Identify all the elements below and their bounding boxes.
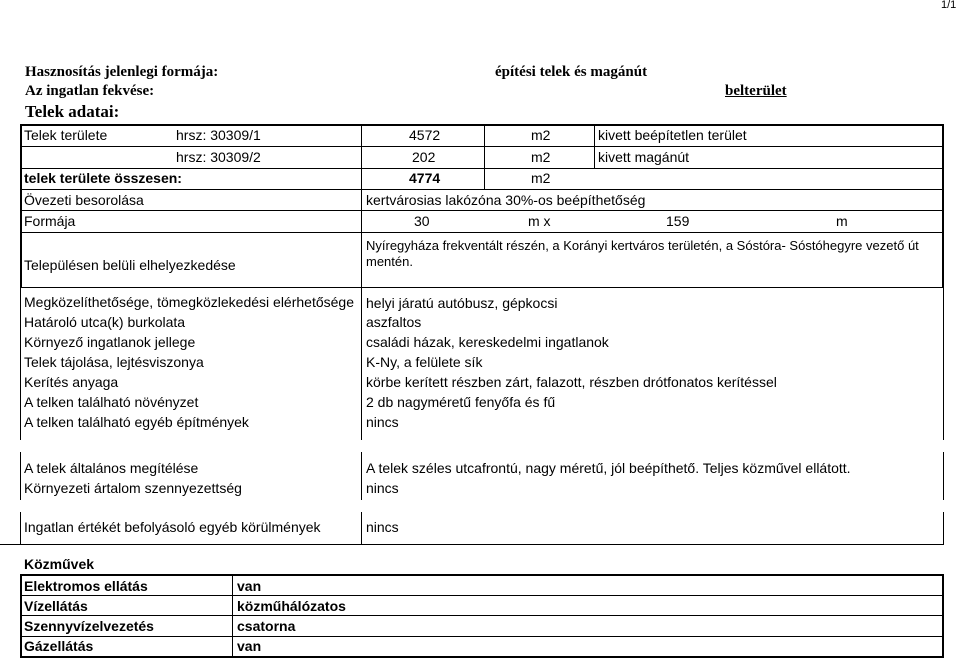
structures-value: nincs	[366, 414, 399, 430]
type-2: kivett magánút	[598, 149, 690, 165]
other-factors-label: Ingatlan értékét befolyásoló egyéb körülmények	[24, 519, 321, 535]
zoning-value: kertvárosias lakózóna 30%-os beépíthetőség	[366, 192, 646, 208]
utilities-hline	[20, 636, 944, 637]
total-area-value: 4774	[409, 170, 441, 186]
zoning-label: Övezeti besorolása	[24, 192, 144, 208]
access-label: Megközelíthetősége, tömegközlekedési elérhetősége	[24, 294, 354, 310]
table-border-bottom	[20, 287, 944, 288]
sewage-label: Szennyvízelvezetés	[24, 618, 154, 634]
other-factors-value: nincs	[366, 519, 399, 535]
shape-width: 30	[414, 213, 430, 229]
orientation-value: K-Ny, a felülete sík	[366, 354, 483, 370]
fence-label: Kerítés anyaga	[24, 374, 119, 390]
location-desc-value: Nyíregyháza frekventált részén, a Korányi kertváros területén, a Sóstóra- Sóstóhegyre vezető út mentén.	[366, 238, 919, 270]
surroundings-label: Környező ingatlanok jellege	[24, 334, 196, 350]
shape-label: Formája	[24, 213, 76, 229]
table-border-top	[20, 124, 944, 126]
gas-label: Gázellátás	[24, 638, 94, 654]
table-border-right	[942, 124, 944, 288]
table-border-left	[20, 124, 22, 288]
vegetation-label: A telken található növényzet	[24, 394, 199, 410]
surroundings-value: családi házak, kereskedelmi ingatlanok	[366, 334, 609, 350]
details-border-right	[943, 287, 944, 440]
electricity-value: van	[237, 578, 262, 594]
street-surface-value: aszfaltos	[366, 314, 422, 330]
location-label: Az ingatlan fekvése:	[25, 83, 155, 99]
street-surface-label: Határoló utca(k) burkolata	[24, 314, 186, 330]
utilities-title: Közművek	[24, 556, 95, 572]
shape-mid: m x	[528, 213, 551, 229]
shape-unit: m	[836, 213, 848, 229]
total-area-unit: m2	[531, 170, 551, 186]
other-border-right	[943, 512, 944, 545]
usage-value: építési telek és magánút	[495, 64, 648, 80]
table-hline	[20, 232, 944, 233]
pollution-value: nincs	[366, 480, 399, 496]
utilities-border-left	[20, 574, 22, 658]
orientation-label: Telek tájolása, lejtésviszonya	[24, 354, 204, 370]
access-value: helyi járatú autóbusz, gépkocsi	[366, 295, 558, 311]
usage-label: Hasznosítás jelenlegi formája:	[25, 64, 219, 80]
total-area-label: telek területe összesen:	[24, 170, 182, 186]
utilities-border-bottom	[20, 656, 944, 658]
details-border-left	[20, 287, 21, 440]
area-2: 202	[412, 149, 436, 165]
table-hline	[20, 189, 944, 190]
table-vline	[484, 124, 485, 190]
table-vline	[361, 124, 362, 288]
water-label: Vízellátás	[24, 598, 88, 614]
sewage-value: csatorna	[237, 618, 296, 634]
general-assessment-label: A telek általános megítélése	[24, 460, 199, 476]
assessment-vline	[361, 452, 362, 500]
utilities-vline	[232, 574, 233, 658]
fence-value: körbe kerített részben zárt, falazott, részben drótfonatos kerítéssel	[366, 374, 777, 390]
utilities-hline	[20, 615, 944, 616]
plot-area-label: Telek területe	[24, 127, 108, 143]
utilities-hline	[20, 595, 944, 596]
gas-value: van	[237, 638, 262, 654]
unit-1: m2	[531, 127, 551, 143]
table-hline	[20, 146, 944, 147]
section-title: Telek adatai:	[25, 102, 120, 121]
electricity-label: Elektromos ellátás	[24, 578, 148, 594]
hrsz-1: hrsz: 30309/1	[176, 127, 261, 143]
location-desc-label: Településen belüli elhelyezkedése	[24, 257, 236, 273]
pollution-label: Környezeti ártalom szennyezettség	[24, 480, 242, 496]
type-1: kivett beépítetlen terület	[598, 127, 747, 143]
location-value: belterület	[725, 83, 787, 99]
general-assessment-value: A telek széles utcafrontú, nagy méretű, jól beépíthető. Teljes közművel ellátott.	[366, 460, 851, 476]
utilities-border-right	[942, 574, 944, 658]
table-hline	[20, 168, 944, 169]
details-vline	[361, 287, 362, 440]
area-1: 4572	[409, 127, 441, 143]
table-vline	[594, 124, 595, 168]
unit-2: m2	[531, 149, 551, 165]
assessment-border-left	[20, 452, 21, 500]
vegetation-value: 2 db nagyméretű fenyőfa és fű	[366, 394, 556, 410]
hrsz-2: hrsz: 30309/2	[176, 149, 261, 165]
structures-label: A telken található egyéb építmények	[24, 414, 249, 430]
page-number: 1/1	[941, 0, 957, 11]
other-vline	[361, 512, 362, 545]
table-hline	[20, 210, 944, 211]
shape-length: 159	[666, 213, 690, 229]
other-border-left	[20, 512, 21, 545]
assessment-border-right	[943, 452, 944, 500]
utilities-border-top	[20, 574, 944, 576]
other-border-bottom	[0, 544, 944, 545]
water-value: közműhálózatos	[237, 598, 346, 614]
